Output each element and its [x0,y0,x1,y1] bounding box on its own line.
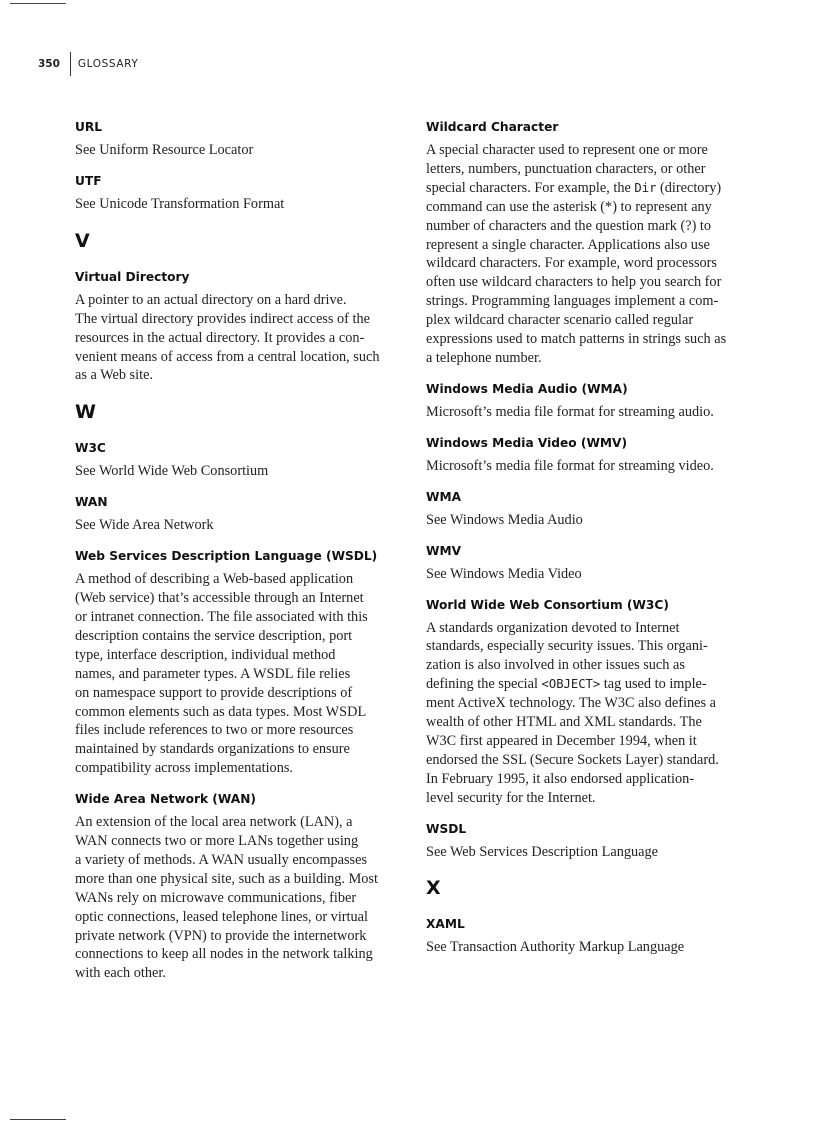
entry-wildcard-character [426,118,744,368]
entry-web-services-description-language [75,547,393,778]
definition-line: type, interface description, individual method [75,646,336,663]
definition-line: with each other. [75,965,166,982]
definition: See Uniform Resource Locator [75,142,254,158]
definition: See Unicode Transformation Format [75,195,285,212]
section-letter-w: W [75,401,96,424]
definition-line: a variety of methods. A WAN usually encompasses [75,851,367,868]
definition-line: private network (VPN) to provide the internetwork [75,927,367,944]
entry-xaml [426,915,744,957]
term: Wildcard Character [426,120,559,134]
entry-windows-media-audio [426,380,744,422]
header-divider [70,52,71,76]
term: Windows Media Video (WMV) [426,435,628,450]
term: WSDL [426,821,467,836]
definition-line: maintained by standards organizations to ensure [75,741,350,758]
definition-line: files include references to two or more resources [75,722,354,739]
definition-line: number of characters and the question mark (?) to [426,217,712,234]
definition-line [426,179,744,198]
text-run: special characters. For example, the [426,179,635,196]
definition-line: An extension of the local area network (LAN), a [75,814,353,831]
inline-code: Dir [634,180,657,195]
term: WMV [426,543,462,558]
definition: See Wide Area Network [75,517,214,534]
definition-line: often use wildcard characters to help you search for [426,274,722,291]
text-run: (directory) [656,179,722,196]
definition: See Windows Media Video [426,565,582,582]
term: XAML [426,917,465,932]
definition-line: A pointer to an actual directory on a hard drive. [75,291,347,308]
definition [75,570,393,778]
entry-wsdl [426,820,744,862]
definition-line: connections to keep all nodes in the network talking [75,946,373,963]
definition-line: WANs rely on microwave communications, fiber [75,889,357,906]
text-run: defining the special [426,676,542,693]
term: W3C [75,441,106,456]
left-column [75,118,393,995]
definition-line: or intranet connection. The file associated with this [75,608,368,625]
inline-code: <OBJECT> [541,677,601,692]
text-run: tag used to imple- [600,676,707,693]
definition-line: on namespace support to provide descriptions of [75,684,353,701]
definition-line: a telephone number. [426,349,542,366]
term: WMA [426,489,462,504]
section-letter-x: X [426,877,441,900]
definition-line: resources in the actual directory. It provides a con- [75,329,365,346]
entry-url [75,118,393,160]
definition-line: A special character used to represent one or more [426,142,708,158]
entry-wmv [426,542,744,584]
term: WAN [75,495,108,510]
right-column [426,118,744,969]
definition-line: standards, especially security issues. This organi- [426,638,708,655]
definition-line: ment ActiveX technology. The W3C also defines a [426,695,716,712]
definition-line: common elements such as data types. Most WSDL [75,703,367,720]
definition-line: wealth of other HTML and XML standards. The [426,714,702,731]
definition [75,291,393,386]
entry-world-wide-web-consortium [426,596,744,808]
term: UTF [75,173,102,188]
definition-line: represent a single character. Applications also use [426,236,710,253]
definition-line: WAN connects two or more LANs together using [75,833,359,850]
definition-line: W3C first appeared in December 1994, when it [426,732,697,749]
crop-mark-bottom [10,1119,66,1120]
definition: See World Wide Web Consortium [75,463,269,480]
definition-line: letters, numbers, punctuation characters, or other [426,160,706,177]
definition-line: The virtual directory provides indirect access of the [75,310,370,327]
definition-line: wildcard characters. For example, word processors [426,255,717,272]
definition-line: strings. Programming languages implement a com- [426,293,719,310]
term: Wide Area Network (WAN) [75,792,256,807]
definition [75,813,393,983]
definition-line: level security for the Internet. [426,789,596,806]
crop-mark-top [10,3,66,4]
term: Virtual Directory [75,269,190,284]
definition-line: In February 1995, it also endorsed application- [426,770,694,787]
definition-line [426,675,744,694]
definition-line: venient means of access from a central location, such [75,348,380,365]
term: URL [75,120,103,134]
entry-wma [426,488,744,530]
definition-line: names, and parameter types. A WSDL file relies [75,665,351,682]
definition-line: command can use the asterisk (*) to represent any [426,198,712,215]
definition-line: optic connections, leased telephone lines, or virtual [75,908,368,925]
section-title: GLOSSARY [77,58,139,70]
entry-utf [75,172,393,214]
term: Web Services Description Language (WSDL) [75,549,378,564]
definition: See Windows Media Audio [426,511,583,528]
running-head [38,52,138,76]
definition-line: compatibility across implementations. [75,760,293,777]
entry-w3c [75,439,393,481]
definition: See Web Services Description Language [426,843,659,860]
definition: See Transaction Authority Markup Language [426,939,685,956]
definition-line: description contains the service description, port [75,627,353,644]
entry-wan [75,493,393,535]
definition-line: zation is also involved in other issues such as [426,657,685,674]
definition-line: (Web service) that’s accessible through an Internet [75,590,364,607]
definition-line: as a Web site. [75,367,153,384]
definition-line: expressions used to match patterns in strings such as [426,331,727,348]
entry-virtual-directory [75,268,393,386]
entry-wide-area-network [75,790,393,983]
definition [426,141,744,368]
definition-line: more than one physical site, such as a building. Most [75,870,378,887]
definition: Microsoft’s media file format for streaming audio. [426,403,714,420]
section-letter-v: V [75,229,90,252]
definition-line: A standards organization devoted to Internet [426,619,680,636]
definition: Microsoft’s media file format for streaming video. [426,457,714,474]
definition-line: endorsed the SSL (Secure Sockets Layer) standard. [426,751,719,768]
term: Windows Media Audio (WMA) [426,381,628,396]
page-number: 350 [38,58,60,70]
definition [426,619,744,808]
definition-line: A method of describing a Web-based application [75,571,354,588]
entry-windows-media-video [426,434,744,476]
term: World Wide Web Consortium (W3C) [426,597,669,612]
definition-line: plex wildcard character scenario called regular [426,312,694,329]
